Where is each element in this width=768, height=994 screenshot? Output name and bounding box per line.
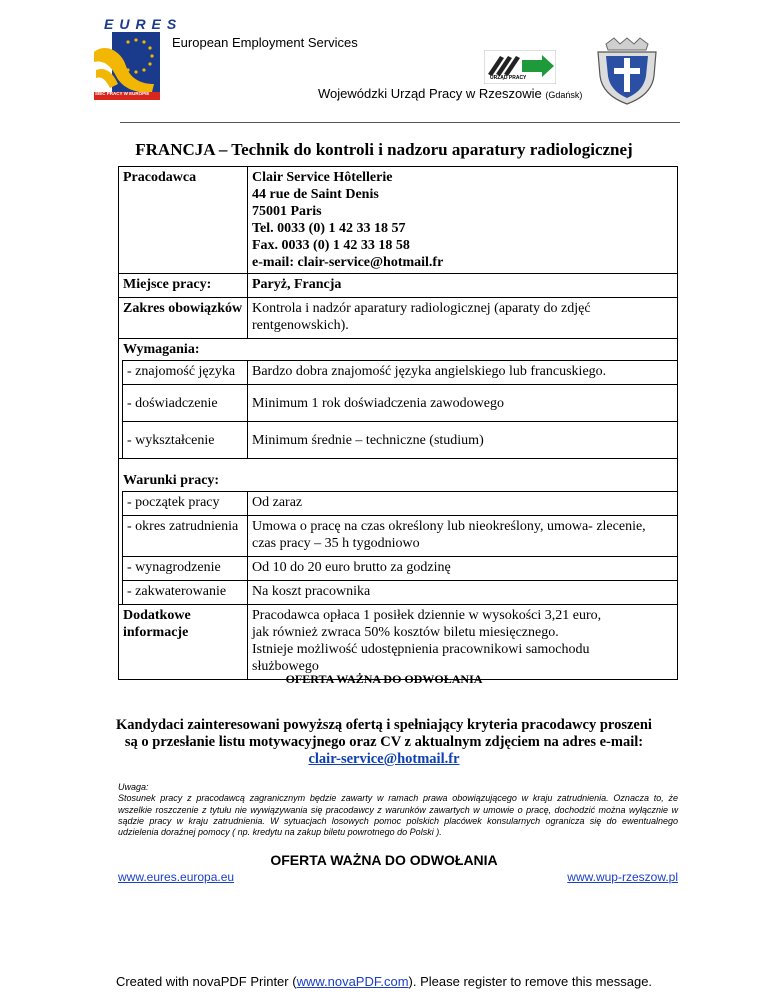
cond-start-value: Od zaraz <box>248 492 678 516</box>
instructions-line: Kandydaci zainteresowani powyższą ofertą i spełniający kryteria pracodawcy proszeni <box>116 717 652 733</box>
table-row <box>119 361 678 385</box>
wup-name <box>318 86 582 101</box>
conditions-spacer <box>248 459 678 492</box>
extra-info-label: Dodatkowe informacje <box>119 605 248 680</box>
table-row <box>119 339 678 361</box>
extra-info-line: Istnieje możliwość udostępnienia pracownikowi samochodu <box>252 642 590 657</box>
table-row <box>119 516 678 557</box>
wup-website-link[interactable]: www.wup-rzeszow.pl <box>567 870 678 884</box>
cond-contract-value: Umowa o pracę na czas określony lub nieokreślony, umowa- zlecenie, czas pracy – 35 h tygodniowo <box>248 516 678 557</box>
table-row <box>119 385 678 422</box>
duties-value: Kontrola i nadzór aparatury radiologicznej (aparaty do zdjęć rentgenowskich). <box>248 298 678 339</box>
requirements-label: Wymagania: <box>119 339 248 361</box>
duties-label: Zakres obowiązków <box>119 298 248 339</box>
employer-name: Clair Service Hôtellerie <box>252 170 393 185</box>
place-value: Paryż, Francja <box>248 274 678 298</box>
table-row <box>119 581 678 605</box>
employer-city: 75001 Paris <box>252 204 322 219</box>
page-title: FRANCJA – Technik do kontroli i nadzoru aparatury radiologicznej <box>135 140 633 159</box>
eures-logo-text: EURES <box>104 16 183 32</box>
table-row <box>119 298 678 339</box>
cond-housing-label: - zakwaterowanie <box>123 581 248 605</box>
pdf-printer-footer <box>0 974 768 989</box>
table-row <box>119 557 678 581</box>
table-row <box>119 422 678 459</box>
table-row <box>119 459 678 492</box>
table-row <box>119 274 678 298</box>
conditions-label: Warunki pracy: <box>119 459 248 492</box>
wup-city: (Gdańsk) <box>545 90 583 100</box>
cond-salary-value: Od 10 do 20 euro brutto za godzinę <box>248 557 678 581</box>
extra-info-line: Pracodawca opłaca 1 posiłek dziennie w wysokości 3,21 euro, <box>252 608 602 623</box>
place-label: Miejsce pracy: <box>119 274 248 298</box>
instructions-line: są o przesłanie listu motywacyjnego oraz CV z aktualnym zdjęciem na adres e-mail: <box>124 734 644 750</box>
eures-tagline: SIEĆ PRACY W EUROPIE <box>95 91 150 96</box>
table-row <box>119 167 678 274</box>
cond-contract-label: - okres zatrudnienia <box>123 516 248 557</box>
req-experience-value: Minimum 1 rok doświadczenia zawodowego <box>248 385 678 422</box>
extra-info-line: jak również zwraca 50% kosztów biletu miesięcznego. <box>252 625 559 640</box>
table-row <box>119 605 678 680</box>
extra-info-line: służbowego <box>252 659 319 674</box>
job-offer-table <box>118 166 678 680</box>
requirements-spacer <box>248 339 678 361</box>
legal-note <box>118 782 678 838</box>
employer-details <box>248 167 678 274</box>
employer-street: 44 rue de Saint Denis <box>252 187 379 202</box>
organization-name: European Employment Services <box>172 35 358 50</box>
eures-website-link[interactable]: www.eures.europa.eu <box>118 870 235 884</box>
contact-email-link[interactable]: clair-service@hotmail.fr <box>308 751 460 767</box>
wup-name-text: Wojewódzki Urząd Pracy w Rzeszowie <box>318 86 542 101</box>
footer-text-before: Created with novaPDF Printer ( <box>115 974 297 989</box>
novapdf-link[interactable]: www.novaPDF.com <box>296 974 409 989</box>
employer-fax: Fax. 0033 (0) 1 42 33 18 58 <box>252 238 410 253</box>
application-instructions <box>100 717 668 768</box>
table-row <box>119 492 678 516</box>
req-education-label: - wykształcenie <box>123 422 248 459</box>
footer-text-after: ). Please register to remove this message. <box>408 974 653 989</box>
req-language-label: - znajomość języka <box>123 361 248 385</box>
cond-start-label: - początek pracy <box>123 492 248 516</box>
employer-phone: Tel. 0033 (0) 1 42 33 18 57 <box>252 221 406 236</box>
req-education-value: Minimum średnie – techniczne (studium) <box>248 422 678 459</box>
wup-logo-text: URZĄD PRACY <box>490 75 527 81</box>
coat-of-arms-icon <box>594 36 660 106</box>
req-language-value: Bardzo dobra znajomość języka angielskiego lub francuskiego. <box>248 361 678 385</box>
req-experience-label: - doświadczenie <box>123 385 248 422</box>
cond-housing-value: Na koszt pracownika <box>248 581 678 605</box>
employer-label: Pracodawca <box>119 167 248 274</box>
legal-note-heading: Uwaga: <box>118 782 149 792</box>
header-divider <box>120 122 680 123</box>
offer-validity-notice: OFERTA WAŻNA DO ODWOŁANIA <box>285 672 483 686</box>
cond-salary-label: - wynagrodzenie <box>123 557 248 581</box>
offer-validity-notice-2: OFERTA WAŻNA DO ODWOŁANIA <box>270 852 498 868</box>
employer-email: e-mail: clair-service@hotmail.fr <box>252 255 444 270</box>
legal-note-body: Stosunek pracy z pracodawcą zagranicznym będzie zawarty w ramach prawa obowiązującego w kraju zatrudnienia. Oznacza to, że wszelkie roszczenie z tytułu nie wywiązywania się pracodawcy z warunków zawartych w umowie o pracę, dochodzić można wyłącznie w sądzie pracy w kraju zatrudnienia. W sytuacjach losowych pomoc polskich placówek konsularnych ogranicza się do ewentualnego udzielenia doraźnej pomocy ( np. kredytu na zakup biletu powrotnego do Polski ). <box>118 793 678 838</box>
extra-info-value <box>248 605 678 680</box>
